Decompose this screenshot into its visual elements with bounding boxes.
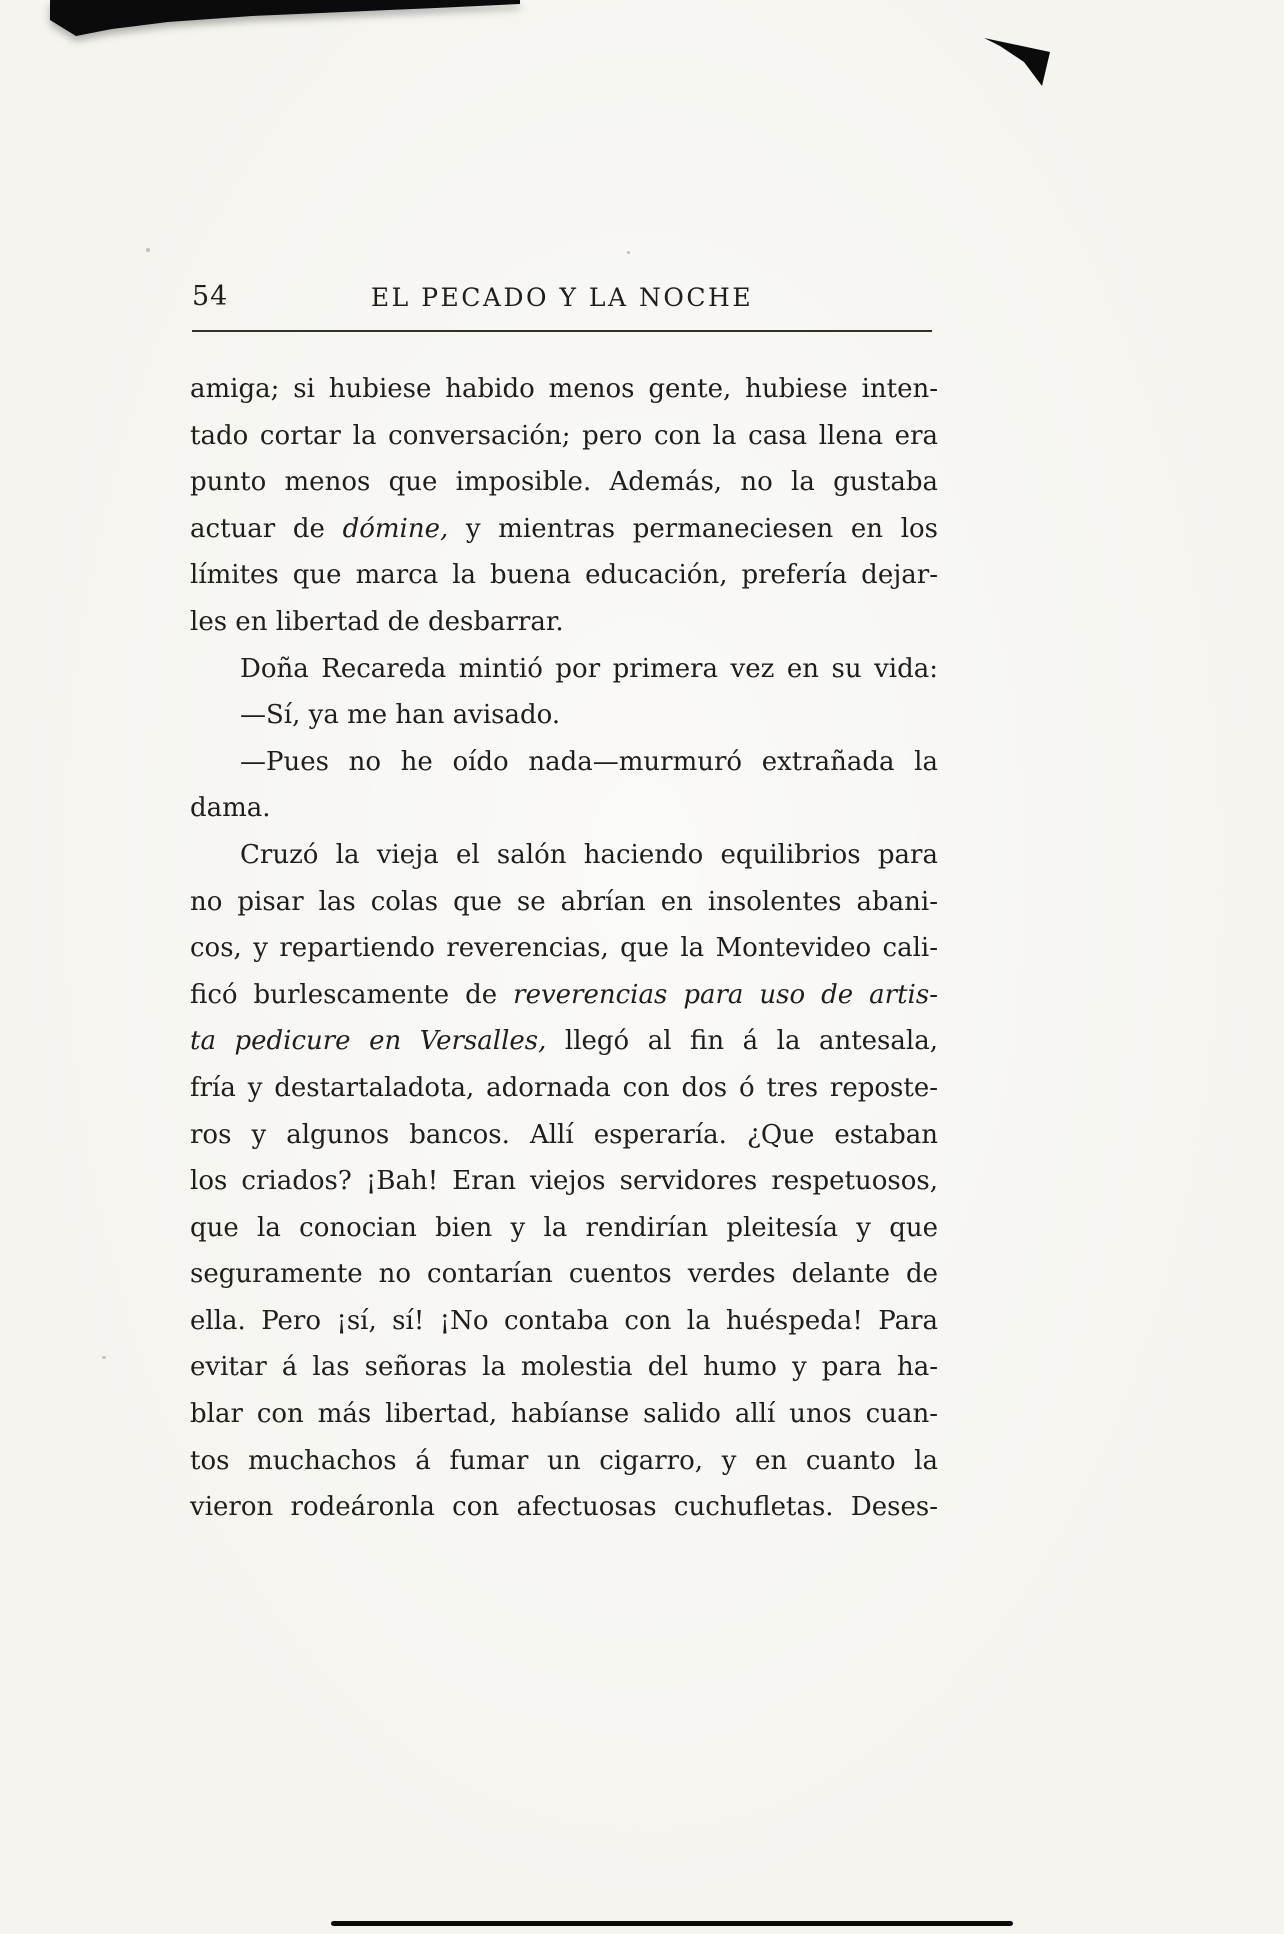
text-segment: y mientras permaneciesen en los <box>448 513 939 544</box>
text-segment: tado cortar la conversación; pero con la casa llena era <box>190 420 938 451</box>
text-line <box>190 366 938 413</box>
text-segment: que la conocian bien y la rendirían pleitesía y que <box>190 1212 938 1243</box>
text-line <box>190 646 938 693</box>
text-segment: llegó al fin á la antesala, <box>546 1026 938 1057</box>
scan-artifact-top-edge <box>0 0 520 46</box>
text-line <box>190 1391 938 1438</box>
text-segment: tos muchachos á fumar un cigarro, y en cuanto la <box>190 1445 938 1476</box>
text-segment: dama. <box>190 793 271 824</box>
text-segment: cos, y repartiendo reverencias, que la Montevideo cali- <box>190 933 938 964</box>
text-segment: actuar de <box>190 513 343 544</box>
text-segment: amiga; si hubiese habido menos gente, hubiese inten- <box>190 374 938 404</box>
scan-artifact-bottom-line <box>331 1921 1013 1926</box>
text-line <box>190 1112 938 1159</box>
italic-text-segment: ta pedicure en Versalles, <box>190 1026 547 1057</box>
text-line <box>190 599 938 646</box>
text-line <box>190 552 938 599</box>
text-segment: blar con más libertad, habíanse salido allí unos cuan- <box>190 1399 938 1430</box>
text-segment: ficó burlescamente de <box>190 979 514 1010</box>
text-line <box>190 1065 938 1112</box>
page-number: 54 <box>192 281 229 312</box>
text-segment: evitar á las señoras la molestia del humo y para ha- <box>190 1352 938 1383</box>
text-segment: no pisar las colas que se abrían en insolentes abani- <box>190 886 938 917</box>
text-segment: seguramente no contarían cuentos verdes delante de <box>190 1259 938 1290</box>
text-line <box>190 1484 938 1531</box>
page-header <box>190 281 934 317</box>
scan-speck <box>627 251 630 254</box>
text-segment: ros y algunos bancos. Allí esperaría. ¿Que estaban <box>190 1119 938 1150</box>
scan-speck <box>146 248 150 252</box>
text-segment: límites que marca la buena educación, prefería dejar- <box>190 560 938 591</box>
text-line <box>190 972 938 1019</box>
text-line <box>190 1438 938 1485</box>
text-segment: —Sí, ya me han avisado. <box>240 700 561 731</box>
text-line <box>190 459 938 506</box>
text-line <box>190 832 938 879</box>
text-line <box>190 879 938 926</box>
text-segment: Cruzó la vieja el salón haciendo equilibrios para <box>240 839 938 870</box>
text-line <box>190 1205 938 1252</box>
scan-speck <box>102 1356 106 1359</box>
text-line <box>190 785 938 832</box>
scan-artifact-corner-mark <box>984 32 1056 90</box>
text-segment: —Pues no he oído nada—murmuró extrañada la <box>240 746 938 777</box>
text-line <box>190 1018 938 1065</box>
italic-text-segment: reverencias para uso de artis- <box>513 979 938 1010</box>
text-segment: ella. Pero ¡sí, sí! ¡No contaba con la huéspeda! Para <box>190 1305 938 1336</box>
text-line <box>190 1344 938 1391</box>
text-line <box>190 413 938 460</box>
text-segment: vieron rodeáronla con afectuosas cuchufletas. Deses- <box>190 1492 938 1523</box>
text-line <box>190 506 938 553</box>
text-segment: les en libertad de desbarrar. <box>190 606 564 637</box>
running-title: EL PECADO Y LA NOCHE <box>370 283 754 312</box>
text-segment: punto menos que imposible. Además, no la gustaba <box>190 467 938 498</box>
text-line <box>190 692 938 739</box>
text-segment: los criados? ¡Bah! Eran viejos servidores respetuosos, <box>190 1166 938 1197</box>
text-line <box>190 925 938 972</box>
italic-text-segment: dómine, <box>342 513 449 544</box>
text-body <box>190 366 938 1531</box>
text-segment: Doña Recareda mintió por primera vez en su vida: <box>240 653 938 684</box>
text-line <box>190 1158 938 1205</box>
text-line <box>190 739 938 786</box>
text-line <box>190 1251 938 1298</box>
text-segment: fría y destartaladota, adornada con dos ó tres reposte- <box>190 1072 938 1103</box>
text-line <box>190 1298 938 1345</box>
header-rule <box>192 330 932 332</box>
